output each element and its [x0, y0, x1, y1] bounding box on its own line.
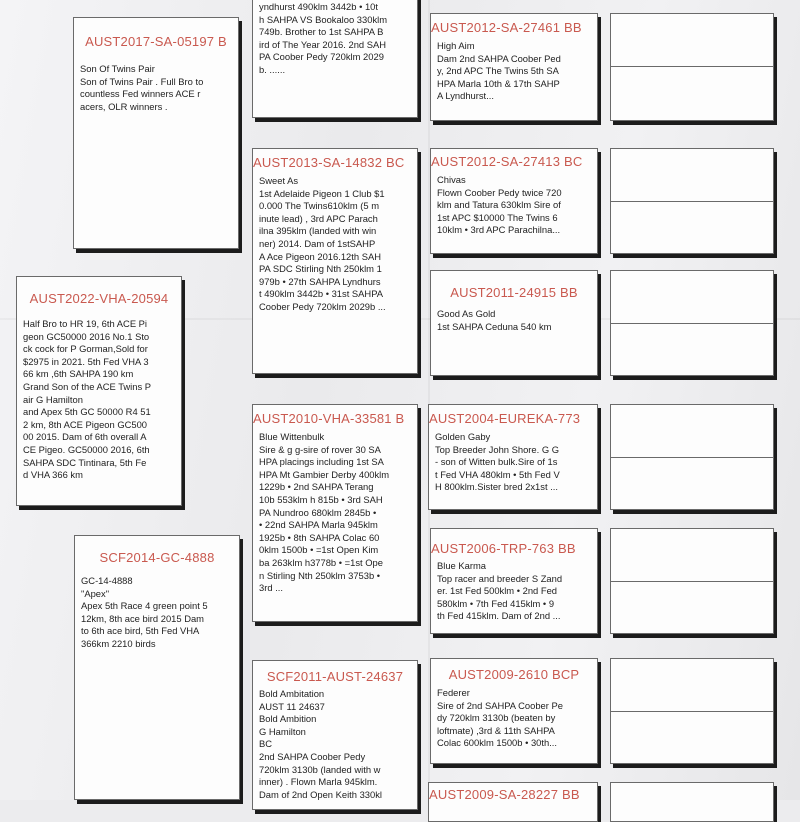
- ring-number: AUST2009-SA-28227 BB: [429, 787, 580, 802]
- pedigree-card-gen4: [430, 270, 598, 376]
- pigeon-description: Good As Gold 1st SAHPA Ceduna 540 km: [437, 308, 552, 332]
- pedigree-card-gen4: [430, 528, 598, 634]
- pedigree-card-gen3: [252, 0, 418, 118]
- pigeon-description: yndhurst 490klm 3442b • 10t h SAHPA VS Bookaloo 330klm 749b. Brother to 1st SAHPA B ird of The Year 2016. 2nd SAH PA Coober Pedy 720klm 2029 b. ......: [259, 1, 388, 75]
- pedigree-card-gen3: [252, 660, 418, 810]
- pedigree-card-empty: [610, 658, 774, 764]
- pigeon-description: Chivas Flown Coober Pedy twice 720 klm and Tatura 630klm Sire of 1st APC $10000 The Twins 6 10klm • 3rd APC Parachilna...: [437, 174, 562, 236]
- pigeon-description: Blue Karma Top racer and breeder S Zand er. 1st Fed 500klm • 2nd Fed 580klm • 7th Fed 415klm • 9 th Fed 415klm. Dam of 2nd ...: [437, 560, 563, 622]
- pigeon-description: Sweet As 1st Adelaide Pigeon 1 Club $1 0.000 The Twins610klm (5 m inute lead) , 3rd APC Parach ilna 395klm (landed with win ner) 2014. Dam of 1stSAHP A Ace Pigeon 2016.12th SAH PA SDC Stirling Nth 250klm 1 979b • 27th SAHPA Lyndhurs t 490klm 3442b • 31st SAHPA Coober Pedy 720klm 2029b ...: [259, 175, 386, 312]
- divider: [611, 323, 773, 324]
- ring-number: AUST2011-24915 BB: [450, 285, 578, 300]
- pedigree-card-subject: [16, 276, 182, 506]
- divider: [611, 201, 773, 202]
- divider: [611, 581, 773, 582]
- ring-number: SCF2011-AUST-24637: [266, 669, 404, 684]
- pigeon-description: Federer Sire of 2nd SAHPA Coober Pe dy 720klm 3130b (beaten by loftmate) ,3rd & 11th SAHPA Colac 600klm 1500b • 30th...: [437, 687, 563, 749]
- pedigree-card-empty: [610, 782, 774, 822]
- divider: [611, 66, 773, 67]
- ring-number: AUST2013-SA-14832 BC: [253, 155, 405, 170]
- ring-number: AUST2010-VHA-33581 B: [253, 411, 405, 426]
- divider: [611, 711, 773, 712]
- pedigree-card-sire: [73, 17, 239, 249]
- pedigree-card-empty: [610, 270, 774, 376]
- pedigree-card-dam: [74, 535, 240, 800]
- pedigree-card-gen4: [430, 658, 598, 764]
- pedigree-card-empty: [610, 148, 774, 254]
- ring-number: AUST2022-VHA-20594: [29, 291, 169, 306]
- ring-number: AUST2017-SA-05197 B: [85, 34, 227, 49]
- ring-number: AUST2004-EUREKA-773: [429, 411, 581, 426]
- ring-number: SCF2014-GC-4888: [99, 550, 215, 565]
- pigeon-description: Golden Gaby Top Breeder John Shore. G G - son of Witten bulk.Sire of 1s t Fed VHA 480klm • 5th Fed V H 800klm.Sister bred 2x1st ...: [435, 431, 560, 493]
- pigeon-description: Bold Ambitation AUST 11 24637 Bold Ambition G Hamilton BC 2nd SAHPA Coober Pedy 720klm 3130b (landed with w inner) . Flown Marla 945klm. Dam of 2nd Open Keith 330kl: [259, 688, 382, 800]
- pedigree-card-gen4: [428, 404, 598, 510]
- pedigree-card-gen3: [252, 404, 418, 622]
- ring-number: AUST2012-SA-27413 BC: [431, 154, 583, 169]
- pigeon-description: GC-14-4888 "Apex" Apex 5th Race 4 green point 5 12km, 8th ace bird 2015 Dam to 6th ace bird, 5th Fed VHA 366km 2210 birds: [81, 575, 208, 649]
- pigeon-description: Son Of Twins Pair Son of Twins Pair . Full Bro to countless Fed winners ACE r acers, OLR winners .: [80, 63, 204, 112]
- pedigree-card-gen3: [252, 148, 418, 374]
- pigeon-description: Half Bro to HR 19, 6th ACE Pi geon GC50000 2016 No.1 Sto ck cock for P Gorman,Sold for $2975 in 2021. 5th Fed VHA 3 66 km ,6th SAHPA 190 km Grand Son of the ACE Twins P air G Hamilton and Apex 5th GC 50000 R4 51 2 km, 8th ACE Pigeon GC500 00 2015. Dam of 6th overall A CE Pigeo. GC50000 2016, 6th SAHPA SDC Tintinara, 5th Fe d VHA 366 km: [23, 318, 152, 481]
- ring-number: AUST2009-2610 BCP: [448, 667, 580, 682]
- pedigree-card-gen4: [428, 782, 598, 822]
- pedigree-card-gen4: [430, 148, 598, 254]
- pigeon-description: Blue Wittenbulk Sire & g g-sire of rover 30 SA HPA placings including 1st SA HPA Mt Gambier Derby 400klm 1229b • 2nd SAHPA Terang 10b 553klm h 815b • 3rd SAH PA Nundroo 680klm 2845b • • 22nd SAHPA Marla 945klm 1925b • 8th SAHPA Colac 60 0klm 1500b • =1st Open Kim ba 263klm h3778b • =1st Ope n Stirling Nth 250klm 3753b • 3rd ...: [259, 431, 390, 594]
- ring-number: AUST2012-SA-27461 BB: [431, 20, 582, 35]
- pedigree-card-empty: [610, 13, 774, 121]
- pedigree-card-gen4: [430, 13, 598, 121]
- divider: [611, 457, 773, 458]
- pigeon-description: High Aim Dam 2nd SAHPA Coober Ped y, 2nd APC The Twins 5th SA HPA Marla 10th & 17th SAHP A Lyndhurst...: [437, 40, 561, 102]
- pedigree-card-empty: [610, 404, 774, 510]
- ring-number: AUST2006-TRP-763 BB: [431, 541, 576, 556]
- pedigree-card-empty: [610, 528, 774, 634]
